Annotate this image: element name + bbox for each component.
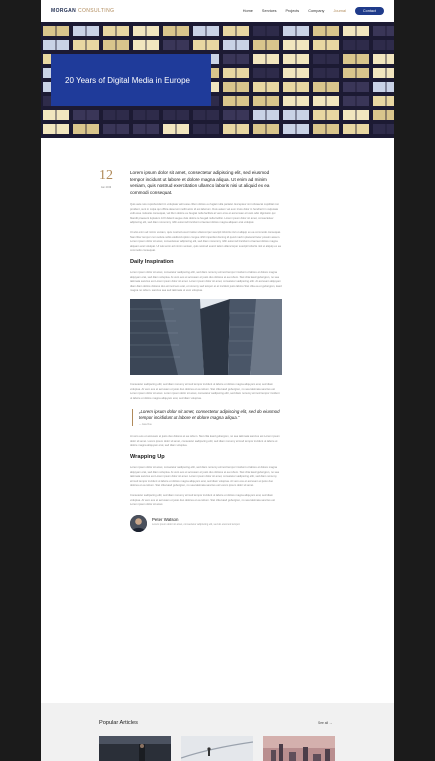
paragraph: Quis aute iure reprehenderit in voluptate velit esse cillum dolore eu fugiat nulla pariatur. Excepteur sint obcaecat cupiditat non proident, sunt in culpa qui officia deserunt mollit anim id est laborum. Duis autem vel eum iriure dolor in hendrerit in vulputate velit esse molestie consequat, vel illum dolore eu feugiat nulla facilisis at vero eros et accumsan et iusto odio dignissim qui blandit praesent luptatum zzril delenit augue duis dolore te feugait nulla facilisi. Lorem ipsum dolor sit amet, consectetuer adipiscing elit, sed diam nonummy nibh euismod tincidunt ut laoreet dolore magna aliquam erat volutpat. xyxy=(130,203,280,224)
quote-author: — Jane Doe xyxy=(139,424,152,427)
article xyxy=(41,138,394,532)
site-header xyxy=(41,0,394,22)
popular-card-1[interactable] xyxy=(99,736,171,761)
section-heading-daily: Daily Inspiration xyxy=(130,259,174,266)
hero-title: 20 Years of Digital Media in Europe xyxy=(65,75,190,85)
skyscrapers-image xyxy=(130,299,282,375)
logo[interactable] xyxy=(51,8,114,14)
card-image xyxy=(99,736,171,761)
card-image xyxy=(181,736,253,761)
author-name: Peter Watson xyxy=(152,516,179,522)
popular-articles xyxy=(41,703,394,761)
popular-card-3[interactable] xyxy=(263,736,335,761)
skyscrapers-photo xyxy=(130,299,282,375)
see-all-link[interactable]: See all → xyxy=(318,721,333,725)
quote-text: „Lorem ipsum dolor sit amet, consectetur adipiscing elit, sed do eiusmod tempor incididunt ut labore et dolore magna aliqua.“ xyxy=(139,409,280,421)
popular-title: Popular Articles xyxy=(99,720,138,726)
nav-company[interactable]: Company xyxy=(308,9,325,13)
logo-main: MORGAN xyxy=(51,8,77,14)
nav-services[interactable]: Services xyxy=(261,9,277,13)
hero-image xyxy=(41,22,394,138)
author-avatar xyxy=(130,515,147,532)
section-heading-wrap: Wrapping Up xyxy=(130,454,165,461)
paragraph: Lorem ipsum dolor sit amet, consetetur sadipscing elitr, sed diam nonumy eirmod tempor invidunt ut labore et dolore magna aliquyam erat, sed diam voluptua. At vero eos et accusam et justo duo dolores et ea rebum. Stet clita kasd gubergren, no sea takimata sanctus est Lorem ipsum dolor sit amet. Lorem ipsum dolor sit amet, consetetur sadipscing elitr, sed diam nonumy eirmod tempor invidunt ut labore et dolore magna aliquyam erat, sed diam voluptua. At vero eos et accusam et justo duo dolores et ea rebum. Stet clita kasd gubergren, no sea takimata sanctus est Lorem ipsum dolor sit amet. xyxy=(130,466,279,487)
card-image xyxy=(263,736,335,761)
page xyxy=(41,0,394,761)
contact-button[interactable]: Contact xyxy=(355,7,384,15)
paragraph: Lorem ipsum dolor sit amet, consetetur sadipscing elitr, sed diam nonumy eirmod tempor invidunt ut labore et dolore magna aliquyam erat, sed diam voluptua. At vero eos et accusam et justo duo dolores et ea rebum. Stet clita kasd gubergren, no sea takimata sanctus est Lorem ipsum dolor sit amet. Lorem ipsum dolor sit amet, consetetur sadipscing elitr. At accusam aliquyam diam diam dolore dolores duo eirmod eos erat, et nonumy sed tempor et et invidunt justo labore Stet clita ea et gubergren, kasd magna no rebum. sanctus sea sed takimata ut vero voluptua. xyxy=(130,271,282,293)
paragraph: Consetetur sadipscing elitr, sed diam nonumy eirmod tempor invidunt ut labore et dolore magna aliquyam erat, sed diam voluptua. At vero eos et accusam et justo duo dolores et ea rebum. Stet clita kasd gubergren, no sea takimata sanctus est Lorem ipsum dolor sit amet. Lorem ipsum dolor sit amet, consetetur sadipscing elitr, sed diam nonumy eirmod tempor invidunt ut labore et dolore magna aliquyam erat, sed diam voluptua. xyxy=(130,383,280,400)
date-day: 12 xyxy=(99,168,113,183)
author-bio: Lorem ipsum dolor sit amet, consectetur adipiscing elit, sed do eiusmod tempor. xyxy=(152,522,241,526)
main-nav xyxy=(243,7,384,15)
nav-home[interactable]: Home xyxy=(242,9,253,13)
popular-card-2[interactable] xyxy=(181,736,253,761)
paragraph: Consetetur sadipscing elitr, sed diam nonumy eirmod tempor invidunt ut labore et dolore magna aliquyam erat, sed diam voluptua. At vero eos et accusam et justo duo dolores et ea rebum. Stet clita kasd gubergren, no sea takimata sanctus est Lorem ipsum dolor sit amet. xyxy=(130,494,275,507)
author-box xyxy=(130,515,282,532)
article-date xyxy=(99,168,113,189)
paragraph: Ut wisi enim ad minim veniam, quis nostrud exerci tation ullamcorper suscipit lobortis nisl ut aliquip ex ea commodo consequat. Nam liber tempor cum soluta nobis eleifend option congue nihil imperdiet doming id quod mazim placerat facer possim assum. Lorem ipsum dolor sit amet, consectetuer adipiscing elit, sed diam nonummy nibh euismod tincidunt ut laoreet dolore magna aliquam erat volutpat. Ut wisi enim ad minim veniam, quis nostrud exerci tation ullamcorper suscipit lobortis nisl ut aliquip ex ea commodo consequat. xyxy=(130,231,281,253)
hero-title-box xyxy=(51,54,211,106)
pull-quote xyxy=(132,409,282,426)
lead-paragraph: Lorem ipsum dolor sit amet, consectetur adipiscing elit, sed eiusmod tempor incidunt ut labore et dolore magna aliqua. Ut enim ad minim veniam, quis nostrud exercitation ullamco laboris nisi ut aliquid ex ea commodi consequat. xyxy=(130,170,270,195)
date-month: Jan 2019 xyxy=(100,186,112,189)
nav-journal[interactable]: Journal xyxy=(333,9,346,13)
person-icon xyxy=(130,515,147,532)
logo-accent: CONSULTING xyxy=(77,8,115,14)
article-body xyxy=(130,138,282,532)
paragraph: At vero eos et accusam et justo duo dolores et ea rebum. Stet clita kasd gubergren, no sea takimata sanctus est Lorem ipsum dolor sit amet. Lorem ipsum dolor sit amet, consetetur sadipscing elitr, sed diam nonumy eirmod tempor invidunt ut labore et dolore magna aliquyam erat, sed diam voluptua. xyxy=(130,435,280,447)
nav-projects[interactable]: Projects xyxy=(285,9,300,13)
